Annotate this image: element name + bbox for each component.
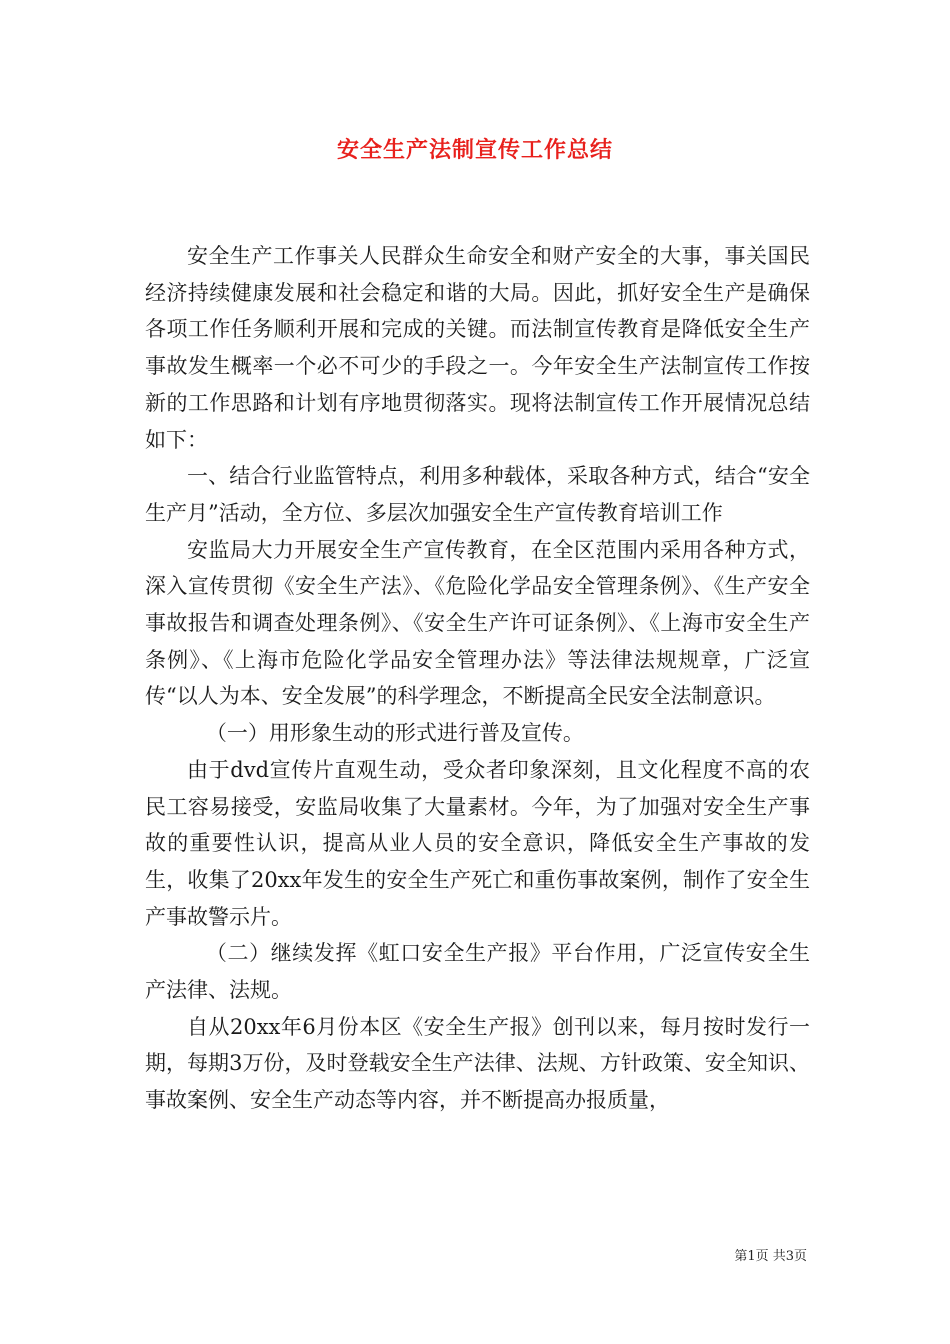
subheading-1: （一）用形象生动的形式进行普及宣传。 [205,721,584,746]
section-heading-1: 一、结合行业监管特点，利用多种载体，采取各种方式，结合“安全生产月”活动，全方位、多层次加强安全生产宣传教育培训工作 [145,464,810,525]
document-title: 安全生产法制宣传工作总结 [336,137,613,163]
paragraph-section-1: 安监局大力开展安全生产宣传教育，在全区范围内采用各种方式，深入宣传贯彻《安全生产法》、《危险化学品安全管理条例》、《生产安全事故报告和调查处理条例》、《安全生产许可证条例》、《上海市安全生产条例》、《上海市危险化学品安全管理办法》等法律法规规章，广泛宣传“以人为本、安全发展”的科学理念，不断提高全民安全法制意识。 [145,537,810,709]
subheading-2: （二）继续发挥《虹口安全生产报》平台作用，广泛宣传安全生产法律、法规。 [145,941,810,1003]
paragraph-subsection-1: 由于dvd宣传片直观生动，受众者印象深刻，且文化程度不高的农民工容易接受，安监局收集了大量素材。今年，为了加强对安全生产事故的重要性认识，提高从业人员的安全意识，降低安全生产事故的发生，收集了20xx年发生的安全生产死亡和重伤事故案例，制作了安全生产事故警示片。 [145,757,810,929]
paragraph-intro: 安全生产工作事关人民群众生命安全和财产安全的大事，事关国民经济持续健康发展和社会稳定和谐的大局。因此，抓好安全生产是确保各项工作任务顺利开展和完成的关键。而法制宣传教育是降低安全生产事故发生概率一个必不可少的手段之一。今年安全生产法制宣传工作按新的工作思路和计划有序地贯彻落实。现将法制宣传工作开展情况总结如下： [145,244,810,452]
paragraph-subsection-2: 自从20xx年6月份本区《安全生产报》创刊以来，每月按时发行一期，每期3万份，及时登载安全生产法律、法规、方针政策、安全知识、事故案例、安全生产动态等内容，并不断提高办报质量， [145,1014,810,1113]
document-body [145,238,810,1119]
page-number-footer: 第1页 共3页 [734,1249,807,1264]
